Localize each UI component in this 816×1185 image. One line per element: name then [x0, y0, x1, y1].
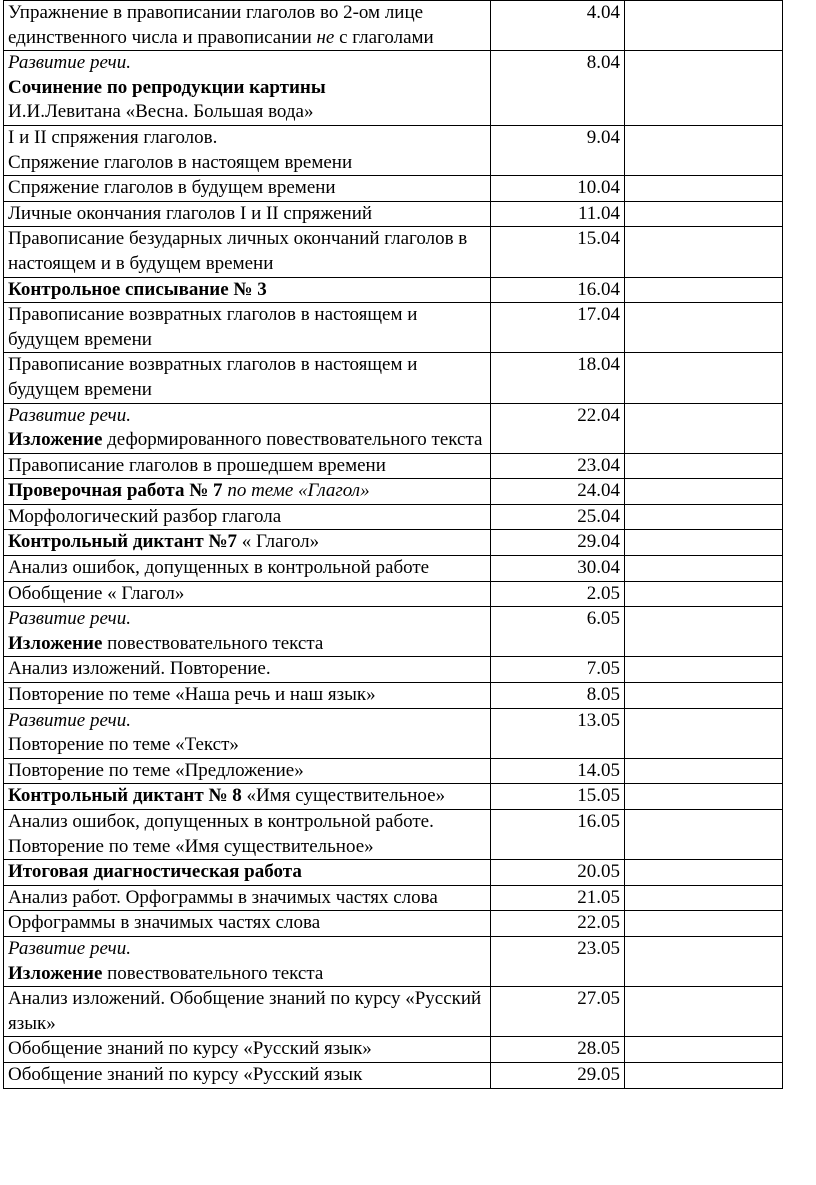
lesson-note-cell — [625, 51, 783, 126]
lesson-topic-cell — [4, 303, 491, 353]
table-row — [4, 353, 783, 403]
lesson-topic-cell — [4, 227, 491, 277]
lesson-topic-cell — [4, 353, 491, 403]
topic-italic-text: Развитие речи. — [8, 404, 131, 426]
lesson-date-cell: 11.04 — [491, 201, 625, 227]
topic-bold-text: Проверочная работа № 7 — [8, 480, 223, 502]
lesson-plan-body — [4, 1, 783, 1089]
topic-line — [8, 759, 486, 784]
topic-line — [8, 556, 486, 581]
table-row — [4, 176, 783, 202]
topic-line — [8, 479, 486, 504]
topic-line — [8, 76, 486, 101]
lesson-date-cell: 30.04 — [491, 556, 625, 582]
table-row — [4, 581, 783, 607]
topic-text: Повторение по теме «Имя существительное» — [8, 835, 374, 857]
table-row — [4, 683, 783, 709]
lesson-date-cell: 6.05 — [491, 607, 625, 657]
topic-line — [8, 454, 486, 479]
lesson-topic-cell — [4, 607, 491, 657]
topic-text: Повторение по теме «Предложение» — [8, 759, 304, 781]
table-row — [4, 758, 783, 784]
topic-text: Обобщение знаний по курсу «Русский язык — [8, 1063, 363, 1085]
topic-line — [8, 886, 486, 911]
lesson-topic-cell — [4, 530, 491, 556]
lesson-note-cell — [625, 403, 783, 453]
table-row — [4, 201, 783, 227]
lesson-note-cell — [625, 227, 783, 277]
topic-bold-text: Контрольное списывание № 3 — [8, 278, 267, 300]
topic-text: Правописание безударных личных окончаний глаголов в настоящем и в будущем времени — [8, 228, 468, 274]
lesson-topic-cell — [4, 784, 491, 810]
lesson-note-cell — [625, 987, 783, 1037]
table-row — [4, 657, 783, 683]
table-row — [4, 227, 783, 277]
topic-line — [8, 505, 486, 530]
topic-line — [8, 202, 486, 227]
lesson-note-cell — [625, 885, 783, 911]
lesson-note-cell — [625, 353, 783, 403]
lesson-note-cell — [625, 810, 783, 860]
lesson-date-cell: 22.05 — [491, 911, 625, 937]
lesson-note-cell — [625, 1062, 783, 1088]
topic-line — [8, 683, 486, 708]
topic-line — [8, 1, 486, 50]
topic-line — [8, 733, 486, 758]
topic-bold-text: Контрольный диктант № 8 — [8, 785, 242, 807]
table-row — [4, 125, 783, 175]
topic-text: «Имя существительное» — [241, 785, 446, 807]
lesson-note-cell — [625, 453, 783, 479]
lesson-date-cell: 9.04 — [491, 125, 625, 175]
topic-line — [8, 582, 486, 607]
topic-text: Спряжение глаголов в настоящем времени — [8, 151, 353, 173]
lesson-note-cell — [625, 201, 783, 227]
lesson-date-cell: 27.05 — [491, 987, 625, 1037]
lesson-note-cell — [625, 1, 783, 51]
lesson-note-cell — [625, 556, 783, 582]
lesson-date-cell: 28.05 — [491, 1037, 625, 1063]
topic-line — [8, 303, 486, 352]
topic-line — [8, 835, 486, 860]
lesson-date-cell: 2.05 — [491, 581, 625, 607]
lesson-topic-cell — [4, 1062, 491, 1088]
table-row — [4, 708, 783, 758]
table-row — [4, 479, 783, 505]
table-row — [4, 303, 783, 353]
lesson-date-cell: 25.04 — [491, 504, 625, 530]
lesson-note-cell — [625, 176, 783, 202]
topic-line — [8, 126, 486, 151]
topic-text: Спряжение глаголов в будущем времени — [8, 177, 336, 199]
topic-text: Правописание возвратных глаголов в настоящем и будущем времени — [8, 304, 418, 350]
lesson-topic-cell — [4, 125, 491, 175]
topic-line — [8, 51, 486, 76]
topic-italic-text: Развитие речи. — [8, 937, 131, 959]
topic-text: Анализ ошибок, допущенных в контрольной работе — [8, 557, 430, 579]
lesson-date-cell: 7.05 — [491, 657, 625, 683]
topic-text: с глаголами — [334, 26, 434, 48]
lesson-note-cell — [625, 1037, 783, 1063]
lesson-topic-cell — [4, 1037, 491, 1063]
table-row — [4, 556, 783, 582]
topic-text: Обобщение « Глагол» — [8, 582, 185, 604]
lesson-date-cell: 29.04 — [491, 530, 625, 556]
topic-line — [8, 151, 486, 176]
topic-text: Личные окончания глаголов I и II спряжений — [8, 202, 373, 224]
lesson-topic-cell — [4, 581, 491, 607]
topic-italic-text: Развитие речи. — [8, 608, 131, 630]
lesson-topic-cell — [4, 176, 491, 202]
topic-text: деформированного повествовательного текста — [102, 429, 483, 451]
lesson-note-cell — [625, 758, 783, 784]
lesson-date-cell: 29.05 — [491, 1062, 625, 1088]
topic-text: Правописание глаголов в прошедшем времени — [8, 454, 386, 476]
lesson-note-cell — [625, 607, 783, 657]
topic-italic-text: по теме «Глагол» — [222, 480, 370, 502]
topic-text: Анализ работ. Орфограммы в значимых частях слова — [8, 886, 438, 908]
topic-text: Повторение по теме «Наша речь и наш язык» — [8, 684, 376, 706]
topic-bold-text: Изложение — [8, 632, 103, 654]
lesson-date-cell: 16.04 — [491, 277, 625, 303]
lesson-note-cell — [625, 936, 783, 986]
lesson-date-cell: 23.05 — [491, 936, 625, 986]
topic-line — [8, 784, 486, 809]
topic-line — [8, 428, 486, 453]
lesson-topic-cell — [4, 758, 491, 784]
table-row — [4, 987, 783, 1037]
table-row — [4, 1, 783, 51]
table-row — [4, 911, 783, 937]
lesson-note-cell — [625, 657, 783, 683]
lesson-note-cell — [625, 504, 783, 530]
lesson-note-cell — [625, 860, 783, 886]
lesson-date-cell: 21.05 — [491, 885, 625, 911]
topic-text: « Глагол» — [237, 531, 320, 553]
topic-bold-text: Контрольный диктант №7 — [8, 531, 238, 553]
lesson-date-cell: 15.04 — [491, 227, 625, 277]
table-row — [4, 1062, 783, 1088]
topic-text: Упражнение в правописании глаголов во 2-ом лице единственного числа и правописании — [8, 2, 424, 48]
lesson-note-cell — [625, 784, 783, 810]
topic-text: повествовательного текста — [102, 632, 324, 654]
table-row — [4, 403, 783, 453]
lesson-topic-cell — [4, 453, 491, 479]
topic-text: Анализ изложений. Повторение. — [8, 658, 271, 680]
lesson-date-cell: 8.05 — [491, 683, 625, 709]
topic-line — [8, 657, 486, 682]
lesson-note-cell — [625, 530, 783, 556]
lesson-date-cell: 23.04 — [491, 453, 625, 479]
topic-line — [8, 962, 486, 987]
lesson-plan-table — [3, 0, 783, 1089]
lesson-topic-cell — [4, 810, 491, 860]
topic-text: Анализ изложений. Обобщение знаний по курсу «Русский язык» — [8, 988, 482, 1034]
topic-line — [8, 860, 486, 885]
table-row — [4, 885, 783, 911]
topic-text: Правописание возвратных глаголов в настоящем и будущем времени — [8, 354, 418, 400]
table-row — [4, 530, 783, 556]
topic-line — [8, 176, 486, 201]
lesson-note-cell — [625, 683, 783, 709]
topic-text: Обобщение знаний по курсу «Русский язык» — [8, 1038, 372, 1060]
lesson-topic-cell — [4, 403, 491, 453]
table-row — [4, 936, 783, 986]
lesson-date-cell: 15.05 — [491, 784, 625, 810]
lesson-date-cell: 17.04 — [491, 303, 625, 353]
topic-line — [8, 810, 486, 835]
topic-line — [8, 632, 486, 657]
lesson-topic-cell — [4, 277, 491, 303]
topic-text: Морфологический разбор глагола — [8, 505, 282, 527]
lesson-topic-cell — [4, 1, 491, 51]
topic-line — [8, 227, 486, 276]
topic-line — [8, 530, 486, 555]
topic-text: I и II спряжения глаголов. — [8, 126, 218, 148]
topic-line — [8, 987, 486, 1036]
topic-bold-text: Итоговая диагностическая работа — [8, 861, 302, 883]
topic-bold-text: Изложение — [8, 962, 103, 984]
table-row — [4, 810, 783, 860]
lesson-topic-cell — [4, 860, 491, 886]
topic-line — [8, 911, 486, 936]
table-row — [4, 453, 783, 479]
lesson-topic-cell — [4, 479, 491, 505]
topic-italic-text: Развитие речи. — [8, 709, 131, 731]
lesson-topic-cell — [4, 556, 491, 582]
topic-text: Анализ ошибок, допущенных в контрольной работе. — [8, 811, 434, 832]
topic-bold-text: Изложение — [8, 429, 103, 451]
table-row — [4, 277, 783, 303]
topic-bold-text: Сочинение по репродукции картины — [8, 76, 326, 98]
lesson-topic-cell — [4, 657, 491, 683]
table-row — [4, 51, 783, 126]
lesson-note-cell — [625, 581, 783, 607]
table-row — [4, 607, 783, 657]
lesson-topic-cell — [4, 885, 491, 911]
lesson-date-cell: 8.04 — [491, 51, 625, 126]
lesson-topic-cell — [4, 201, 491, 227]
topic-line — [8, 278, 486, 303]
lesson-note-cell — [625, 125, 783, 175]
lesson-topic-cell — [4, 708, 491, 758]
topic-text: И.И.Левитана «Весна. Большая вода» — [8, 101, 314, 123]
topic-line — [8, 709, 486, 734]
topic-line — [8, 100, 486, 125]
topic-italic-text: не — [316, 26, 335, 48]
table-row — [4, 860, 783, 886]
lesson-date-cell: 10.04 — [491, 176, 625, 202]
topic-line — [8, 404, 486, 429]
topic-text: повествовательного текста — [102, 962, 324, 984]
topic-line — [8, 1063, 486, 1088]
lesson-date-cell: 20.05 — [491, 860, 625, 886]
lesson-note-cell — [625, 303, 783, 353]
lesson-date-cell: 22.04 — [491, 403, 625, 453]
lesson-date-cell: 13.05 — [491, 708, 625, 758]
lesson-date-cell: 4.04 — [491, 1, 625, 51]
lesson-topic-cell — [4, 504, 491, 530]
lesson-topic-cell — [4, 936, 491, 986]
lesson-topic-cell — [4, 51, 491, 126]
topic-text: Орфограммы в значимых частях слова — [8, 912, 321, 934]
lesson-date-cell: 24.04 — [491, 479, 625, 505]
topic-line — [8, 937, 486, 962]
lesson-date-cell: 14.05 — [491, 758, 625, 784]
topic-line — [8, 607, 486, 632]
topic-line — [8, 1037, 486, 1062]
lesson-topic-cell — [4, 987, 491, 1037]
lesson-date-cell: 16.05 — [491, 810, 625, 860]
lesson-note-cell — [625, 911, 783, 937]
table-row — [4, 1037, 783, 1063]
topic-text: Повторение по теме «Текст» — [8, 734, 239, 756]
lesson-date-cell: 18.04 — [491, 353, 625, 403]
lesson-topic-cell — [4, 683, 491, 709]
topic-italic-text: Развитие речи. — [8, 52, 131, 74]
lesson-topic-cell — [4, 911, 491, 937]
lesson-note-cell — [625, 277, 783, 303]
lesson-note-cell — [625, 708, 783, 758]
table-row — [4, 784, 783, 810]
lesson-note-cell — [625, 479, 783, 505]
table-row — [4, 504, 783, 530]
topic-line — [8, 353, 486, 402]
